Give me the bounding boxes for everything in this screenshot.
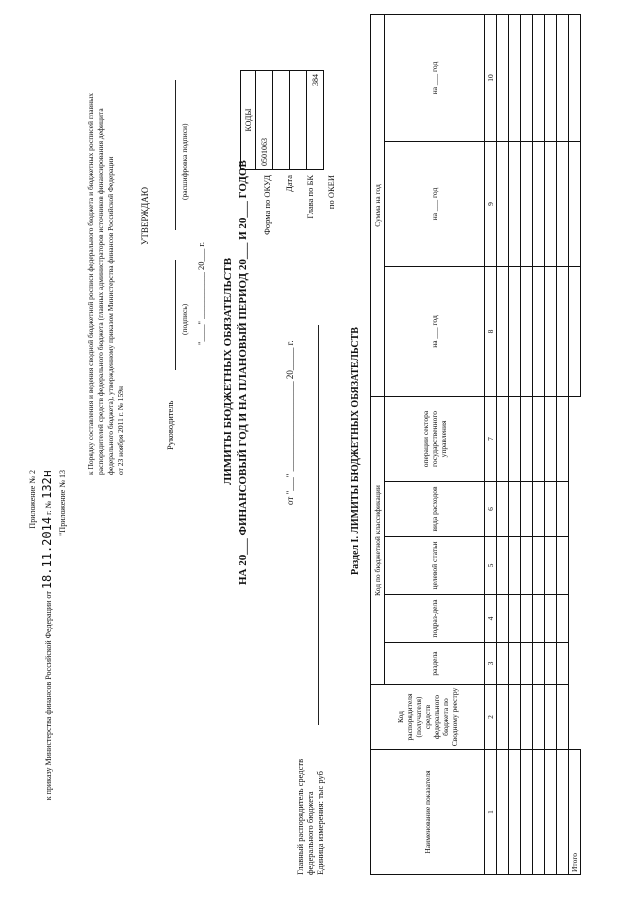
codes-table	[240, 70, 324, 170]
col-num-8: 8	[485, 267, 497, 397]
col-num-7: 7	[485, 397, 497, 482]
col-classif-header: Код по бюджетной классификации	[371, 397, 385, 685]
approve-head-label: Руководитель	[165, 400, 175, 450]
bk-label: Глава по БК	[305, 175, 315, 219]
col-sum-header: Сумма на год	[371, 15, 385, 397]
col-num-5: 5	[485, 537, 497, 595]
limits-table	[370, 14, 581, 875]
appendix-desc-4: от 23 ноября 2011 г. № 159н	[116, 385, 125, 475]
okud-label: Форма по ОКУД	[262, 175, 272, 235]
main-manager-label: Главный распорядитель средств федерального бюджета Единица измерения: тыс руб	[295, 758, 325, 875]
handwritten-date: 18.11.2014	[40, 516, 54, 590]
section-title: Раздел I. ЛИМИТЫ БЮДЖЕТНЫХ ОБЯЗАТЕЛЬСТВ	[350, 327, 361, 575]
from-date-line: от "___" ____________________ 20_____ г.	[285, 340, 295, 505]
okei-label: по ОКЕИ	[326, 175, 336, 210]
table-row	[545, 15, 557, 875]
handwritten-number: 132н	[40, 470, 54, 499]
okei-value: 384	[307, 71, 324, 170]
doc-title-line2: НА 20___ ФИНАНСОВЫЙ ГОД И НА ПЛАНОВЫЙ ПЕРИОД 20___ И 20___ ГОДОВ	[237, 160, 249, 585]
col-name-header: Наименование показателя	[371, 750, 485, 875]
table-row	[521, 15, 533, 875]
doc-title-line1: ЛИМИТЫ БЮДЖЕТНЫХ ОБЯЗАТЕЛЬСТВ	[222, 257, 234, 485]
sub-target-header: целевой статьи	[385, 537, 485, 595]
appendix-line3: "Приложение № 13	[58, 470, 67, 536]
sub-expense-header: вида расходов	[385, 482, 485, 537]
table-row	[497, 15, 509, 875]
okud-value: 0501063	[256, 71, 273, 170]
total-label: Итого	[569, 750, 581, 875]
col-num-2: 2	[485, 685, 497, 750]
codes-header: КОДЫ	[241, 71, 256, 170]
manager-name-line	[318, 325, 319, 725]
col-num-4: 4	[485, 595, 497, 643]
unit-label: Единица измерения: тыс руб	[315, 771, 325, 875]
decoding-line	[175, 80, 176, 230]
col-num-10: 10	[485, 15, 497, 142]
table-row	[509, 15, 521, 875]
approve-decoding-hint: (расшифровка подписи)	[180, 123, 189, 200]
appendix-desc-2: распорядителей средств федерального бюджета (главных администраторов источников финансирования дефицита	[96, 108, 105, 475]
sub-operation-header: операции сектора государственного управления	[385, 397, 485, 482]
col-num-1: 1	[485, 750, 497, 875]
col-num-3: 3	[485, 643, 497, 685]
sub-section-header: раздела	[385, 643, 485, 685]
col-num-9: 9	[485, 142, 497, 267]
year2-header: на ___ год	[385, 142, 485, 267]
total-row	[569, 15, 581, 875]
sub-subsection-header: подраз-дела	[385, 595, 485, 643]
appendix-line2: к приказу Министерства финансов Российской Федерации от 18.11.2014 г. № 132н	[40, 470, 54, 801]
appendix-line1: Приложение № 2	[28, 470, 37, 529]
date-label: Дата	[284, 175, 294, 192]
approve-signature-hint: (подпись)	[180, 303, 189, 335]
appendix-desc-1: к Порядку составления и ведения сводной бюджетной росписи федерального бюджета и бюджетных росписей главных	[86, 93, 95, 475]
bk-value	[290, 71, 307, 170]
table-row	[533, 15, 545, 875]
col-code-header: Код распорядителя (получателя) средств федерального бюджета по Сводному реестру	[371, 685, 485, 750]
approve-title: УТВЕРЖДАЮ	[140, 186, 150, 245]
date-value	[273, 71, 290, 170]
appendix-desc-3: федерального бюджета), утвержденному приказом Министерства финансов Российской Федерации	[106, 156, 115, 475]
year3-header: на ___ год	[385, 15, 485, 142]
col-num-6: 6	[485, 482, 497, 537]
year1-header: на ___ год	[385, 267, 485, 397]
approve-date-line: "____" ___________ 20___ г.	[196, 242, 206, 345]
signature-line	[175, 260, 176, 370]
table-row	[557, 15, 569, 875]
